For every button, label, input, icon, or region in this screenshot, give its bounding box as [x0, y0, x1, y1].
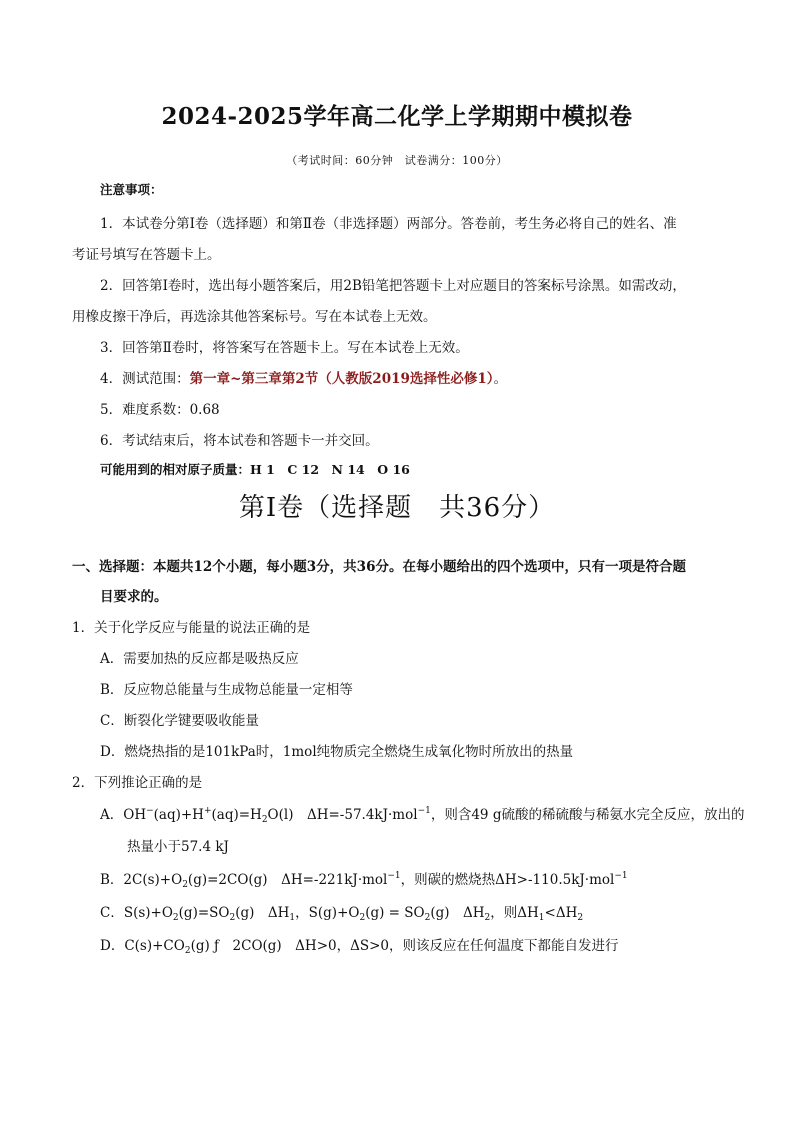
q2c-part-4: ，S(g)+O [295, 905, 360, 921]
notice-item-1: 1．本试卷分第Ⅰ卷（选择题）和第Ⅱ卷（非选择题）两部分。答卷前，考生务必将自己的姓名、准 [100, 216, 677, 232]
question-1-stem: 1．关于化学反应与能量的说法正确的是 [72, 620, 311, 636]
notice-item-2: 2．回答第Ⅰ卷时，选出每小题答案后，用2B铅笔把答题卡上对应题目的答案标号涂黑。如需改动， [100, 278, 686, 294]
question-2-option-a-cont: 热量小于57.4 kJ [127, 839, 229, 855]
q2a-part-5: ，则含49 g硫酸的稀硫酸与稀氨水完全反应，放出的 [430, 807, 745, 823]
question-1-option-a: A．需要加热的反应都是吸热反应 [100, 651, 299, 667]
q2b-part-1: B．2C(s)+O [100, 872, 183, 888]
section-title: 第Ⅰ卷（选择题 共36分） [238, 493, 556, 523]
q2b-sup-neg1-a: −1 [387, 871, 401, 881]
q2c-part-2: (g)=SO [178, 905, 230, 921]
q2c-sub-f: 2 [484, 913, 491, 923]
notice-item-4-prefix: 4．测试范围： [100, 371, 190, 387]
q2a-sup-minus: − [146, 806, 154, 816]
q2c-sub-h: 2 [577, 913, 584, 923]
notice-item-4-suffix: 。 [493, 371, 508, 387]
notice-item-3: 3．回答第Ⅱ卷时，将答案写在答题卡上。写在本试卷上无效。 [100, 340, 469, 356]
question-2-option-b [100, 868, 628, 890]
instructions-emphasis: 四个选项中，只有一项是符合题 [496, 559, 686, 575]
q2b-sup-neg1-b: −1 [614, 871, 628, 881]
q2a-part-1: A．OH [100, 807, 147, 823]
q2c-part-8: <ΔH [544, 905, 578, 921]
q2c-sub-a: 2 [172, 913, 179, 923]
question-2-stem: 2．下列推论正确的是 [72, 775, 203, 791]
question-2-option-d [100, 934, 619, 956]
q2c-sub-b: 2 [229, 913, 236, 923]
q2a-sub-2: 2 [261, 815, 268, 825]
q2c-part-7: ，则ΔH [490, 905, 539, 921]
q2d-part-1: D．C(s)+CO [100, 938, 185, 954]
question-1-option-b: B．反应物总能量与生成物总能量一定相等 [100, 682, 353, 698]
q2c-part-6: (g) ΔH [430, 905, 485, 921]
q2d-part-2: (g) ƒ 2CO(g) ΔH>0，ΔS>0，则该反应在任何温度下都能自发进行 [190, 938, 619, 954]
q2c-sub-d: 2 [359, 913, 366, 923]
exam-info: （考试时间：60分钟 试卷满分：100分） [286, 154, 508, 167]
q2a-part-4: O(l) ΔH=-57.4kJ·mol [267, 807, 418, 823]
notice-item-1-cont: 考证号填写在答题卡上。 [72, 247, 221, 263]
instructions-line-1 [72, 555, 686, 575]
q2b-part-3: ，则碳的燃烧热ΔH>-110.5kJ·mol [400, 872, 615, 888]
notice-item-4 [100, 367, 507, 387]
q2b-part-2: (g)=2CO(g) ΔH=-221kJ·mol [187, 872, 388, 888]
question-1-option-c: C．断裂化学键要吸收能量 [100, 713, 259, 729]
q2c-sub-e: 2 [424, 913, 431, 923]
notice-item-2-cont: 用橡皮擦干净后，再选涂其他答案标号。写在本试卷上无效。 [72, 309, 437, 325]
q2a-part-3: (aq)=H [211, 807, 262, 823]
question-2-option-a [100, 803, 744, 825]
question-2-option-c [100, 901, 583, 923]
notice-heading: 注意事项： [100, 182, 163, 197]
q2c-part-3: (g) ΔH [235, 905, 290, 921]
instructions-text: 一、选择题：本题共12个小题，每小题3分，共36分。在每小题给出的 [72, 559, 497, 575]
notice-item-6: 6．考试结束后，将本试卷和答题卡一并交回。 [100, 433, 379, 449]
notice-item-5: 5．难度系数：0.68 [100, 402, 220, 418]
atomic-mass-line: 可能用到的相对原子质量：H 1 C 12 N 14 O 16 [100, 462, 410, 477]
q2a-part-2: (aq)+H [153, 807, 204, 823]
q2c-part-1: C．S(s)+O [100, 905, 173, 921]
q2b-sub-2: 2 [182, 880, 188, 890]
q2c-sub-c: 1 [289, 913, 296, 923]
q2a-sup-plus: + [203, 806, 212, 816]
page-title: 2024-2025学年高二化学上学期期中模拟卷 [161, 103, 633, 130]
q2c-part-5: (g) = SO [365, 905, 425, 921]
q2d-sub-2: 2 [184, 946, 191, 956]
instructions-line-2: 目要求的。 [100, 589, 168, 605]
q2a-sup-neg1: −1 [417, 806, 431, 816]
question-1-option-d: D．燃烧热指的是101kPa时，1mol纯物质完全燃烧生成氧化物时所放出的热量 [100, 744, 574, 760]
q2c-sub-g: 1 [538, 913, 545, 923]
test-range: 第一章~第三章第2节（人教版2019选择性必修1） [189, 371, 494, 387]
